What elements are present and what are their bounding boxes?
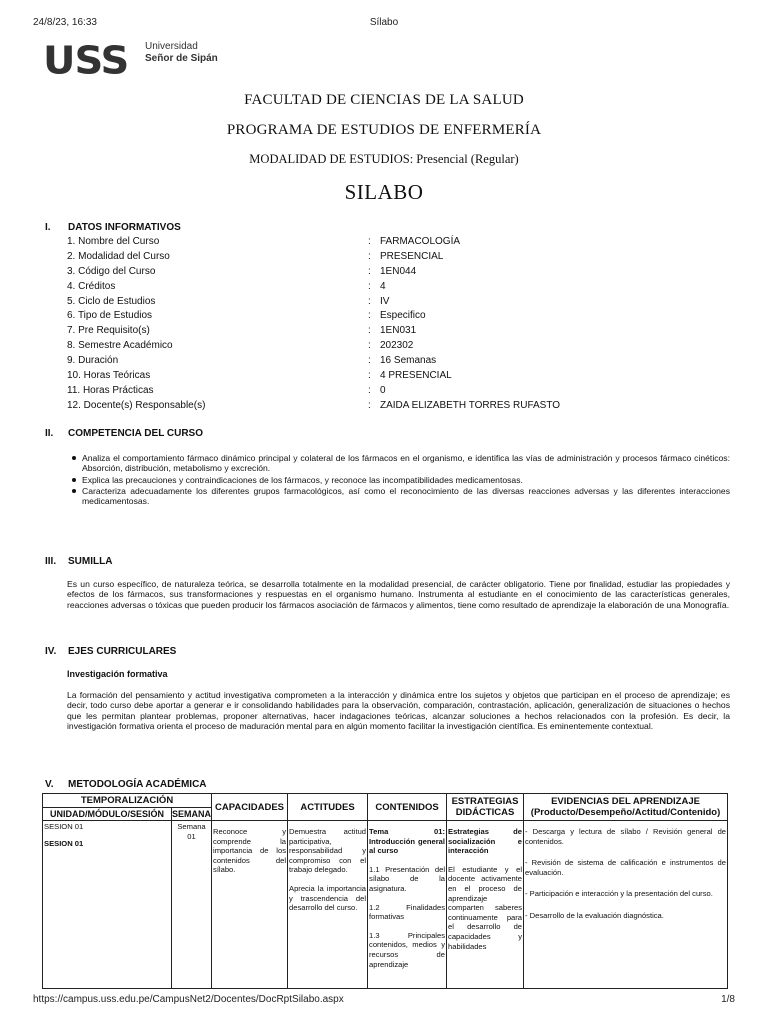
section-number: II. [45, 428, 54, 439]
header-actitudes: ACTITUDES [288, 794, 368, 821]
section-number: V. [45, 779, 54, 790]
cell-actitudes [288, 821, 368, 989]
datos-label: 2. Modalidad del Curso [67, 250, 170, 262]
datos-label: 4. Créditos [67, 280, 116, 292]
cell-unidad [43, 821, 172, 989]
datos-row [67, 370, 727, 385]
faculty-title: FACULTAD DE CIENCIAS DE LA SALUD [244, 92, 524, 108]
capacidad-text: Reconoce y comprende la importancia de los contenidos del sílabo. [213, 827, 287, 875]
datos-row [67, 385, 727, 400]
print-datetime: 24/8/23, 16:33 [33, 17, 97, 28]
section-title: COMPETENCIA DEL CURSO [68, 428, 204, 439]
datos-value: 4 [380, 280, 386, 292]
sumilla-text: Es un curso específico, de naturaleza teórica, se desarrolla totalmente en la modalidad presencial, de carácter obligatorio. Tiene por finalidad, estudiar las propiedades y efectos de los fármacos, sus transformaciones y respuestas en el organismo humano. Instrumenta al estudiante en el conocimiento de las características generales, reacciones adversas o tóxicas que pueden producir los fármacos asociación de fármacos y alimentos, tiene como resultado de aprendizaje la elaboración de una Monografía. [67, 579, 730, 610]
datos-label: 11. Horas Prácticas [67, 384, 154, 396]
header-estrategias: ESTRATEGIAS DIDÁCTICAS [447, 794, 524, 821]
cell-evidencias [524, 821, 728, 989]
contenido-tema: Tema 01: Introducción general al curso [369, 827, 446, 856]
datos-value: 1EN044 [380, 265, 417, 277]
print-footer [33, 994, 735, 1008]
datos-label: 5. Ciclo de Estudios [67, 295, 156, 307]
competencia-item: Analiza el comportamiento fármaco dinámico principal y colateral de los fármacos en el organismo, e identifica las vías de administración y procesos fármaco cinéticos: Absorción, distribución, metabolismo y excreción. [82, 453, 730, 473]
section-title: METODOLOGÍA ACADÉMICA [68, 779, 207, 790]
section-metodologia [45, 779, 207, 790]
cell-contenidos [368, 821, 447, 989]
logo-university-name [145, 41, 218, 65]
contenido-item: 1.1 Presentación del sílabo de la asignatura. [369, 864, 446, 893]
sesion-label: SESION 01 [44, 822, 84, 831]
datos-colon: : [368, 310, 371, 322]
table-row [43, 821, 728, 989]
header-temporalizacion: TEMPORALIZACIÓN [43, 794, 212, 808]
datos-row [67, 236, 727, 251]
datos-colon: : [368, 370, 371, 382]
datos-value: FARMACOLOGÍA [380, 236, 461, 247]
datos-value: PRESENCIAL [380, 250, 444, 262]
datos-value: IV [380, 295, 390, 307]
datos-row [67, 400, 727, 415]
datos-colon: : [368, 355, 371, 367]
header-evidencias [524, 794, 728, 821]
section-number: IV. [45, 646, 57, 657]
evidencia-item: - Desarrollo de la evaluación diagnóstica. [525, 910, 664, 920]
datos-colon: : [368, 236, 371, 247]
datos-value: 202302 [380, 340, 414, 352]
datos-value: 16 Semanas [380, 355, 437, 367]
datos-colon: : [368, 384, 371, 396]
section-competencia [45, 428, 203, 439]
section-title: SUMILLA [68, 556, 113, 567]
cell-estrategias [447, 821, 524, 989]
datos-label: 3. Código del Curso [67, 265, 156, 277]
header-capacidades: CAPACIDADES [212, 794, 288, 821]
estrategia-text: El estudiante y el docente activamente en el proceso de aprendizaje comparten saberes continuamente para el desarrollo de capacidades y habilidades [448, 864, 523, 951]
datos-row [67, 310, 727, 325]
competencia-item: Caracteriza adecuadamente los diferentes grupos farmacológicos, así como el reconocimiento de las diversas reacciones adversas y las diferentes interacciones medicamentosas. [82, 486, 730, 506]
datos-row [67, 340, 727, 355]
header-semana: SEMANA [172, 808, 212, 819]
actitud-text: Aprecia la importancia y trascendencia del desarrollo del curso. [289, 883, 367, 913]
cell-capacidades [212, 821, 288, 989]
datos-value: 1EN031 [380, 325, 417, 337]
contenido-item: 1.3 Principales contenidos, medios y recursos de aprendizaje [369, 930, 446, 969]
print-page-count: 1/8 [721, 994, 735, 1005]
print-url: https://campus.uss.edu.pe/CampusNet2/Docentes/DocRptSilabo.aspx [33, 994, 344, 1005]
datos-colon: : [368, 280, 371, 292]
ejes-text: La formación del pensamiento y actitud investigativa comprometen a la interacción y dinámica entre los sujetos y objetos que participan en el proceso de aprendizaje; es decir, todo curso debe aportar a generar e ir consolidando habilidades para la observación, comparación, contrastación, aplicación, generalización de situaciones o hechos que les permitan plantear problemas, proponer alternativas, hacer indagaciones teóricas, alcanzar soluciones a hechos relacionados con la profesión. Es decir, la investigación formativa orienta el proceso de maduración mental para en algún momento facilitar la investigación científica. Es eminentemente contextual. [67, 690, 730, 732]
actitud-text: Demuestra actitud participativa, responsabilidad y compromiso con el trabajo delegado. [289, 827, 367, 875]
datos-label: 6. Tipo de Estudios [67, 310, 153, 322]
semana-label: Semana [177, 822, 206, 831]
header-unidad: UNIDAD/MÓDULO/SESIÓN [43, 808, 172, 821]
datos-colon: : [368, 295, 371, 307]
datos-colon: : [368, 325, 371, 337]
datos-colon: : [368, 250, 371, 262]
datos-row [67, 325, 727, 340]
logo-line-1: Universidad [145, 41, 198, 52]
section-title: DATOS INFORMATIVOS [68, 222, 181, 233]
datos-row [67, 296, 727, 311]
logo-line-2: Señor de Sipán [145, 53, 218, 64]
datos-row [67, 266, 727, 281]
header-contenidos: CONTENIDOS [368, 794, 447, 821]
datos-label: 1. Nombre del Curso [67, 236, 160, 247]
section-number: I. [45, 222, 51, 233]
datos-label: 9. Duración [67, 355, 119, 367]
datos-label: 12. Docente(s) Responsable(s) [67, 399, 206, 411]
datos-label: 10. Horas Teóricas [67, 370, 151, 382]
datos-row [67, 355, 727, 370]
datos-row [67, 281, 727, 296]
semana-number: 01 [187, 831, 196, 841]
datos-colon: : [368, 340, 371, 352]
evidencia-item: - Revisión de sistema de calificación e instrumentos de evaluación. [525, 858, 727, 877]
metodologia-table [42, 793, 728, 989]
datos-value: 0 [380, 384, 386, 396]
sesion-label-bold: SESION 01 [44, 838, 84, 848]
logo-mark: USS [43, 39, 129, 83]
datos-colon: : [368, 265, 371, 277]
datos-label: 8. Semestre Académico [67, 340, 173, 352]
datos-value: ZAIDA ELIZABETH TORRES RUFASTO [380, 399, 561, 411]
ejes-subtitle: Investigación formativa [67, 669, 168, 679]
program-title: PROGRAMA DE ESTUDIOS DE ENFERMERÍA [226, 122, 542, 138]
datos-label: 7. Pre Requisito(s) [67, 325, 150, 337]
competencia-item: Explica las precauciones y contraindicaciones de los fármacos, y reconoce las incompatibilidades medicamentosas. [82, 475, 730, 485]
section-number: III. [45, 556, 57, 567]
evidencia-item: - Participación e interacción y la presentación del curso. [525, 889, 713, 899]
header-evidencias-line1: EVIDENCIAS DEL APRENDIZAJE [551, 796, 700, 807]
datos-colon: : [368, 399, 371, 411]
header-evidencias-line2: (Producto/Desempeño/Actitud/Contenido) [530, 807, 721, 818]
document-title: SILABO [344, 180, 424, 204]
section-title: EJES CURRICULARES [68, 646, 177, 657]
datos-value: 4 PRESENCIAL [380, 370, 452, 382]
datos-list [67, 236, 727, 415]
datos-row [67, 251, 727, 266]
estrategia-title: Estrategias de socialización e interacción [448, 827, 523, 856]
contenido-item: 1.2 Finalidades formativas [369, 902, 446, 922]
competencia-list [82, 453, 730, 508]
section-sumilla [45, 556, 112, 567]
print-page-title: Sílabo [369, 17, 399, 28]
datos-value: Especifico [380, 310, 426, 322]
modality-line: MODALIDAD DE ESTUDIOS: Presencial (Regular) [249, 152, 519, 166]
section-ejes-curriculares [45, 646, 176, 657]
cell-semana [172, 821, 212, 989]
section-datos-informativos [45, 222, 181, 233]
uss-logo [43, 39, 243, 83]
print-header [33, 17, 735, 31]
evidencia-item: - Descarga y lectura de sílabo / Revisión general de contenidos. [525, 827, 727, 846]
